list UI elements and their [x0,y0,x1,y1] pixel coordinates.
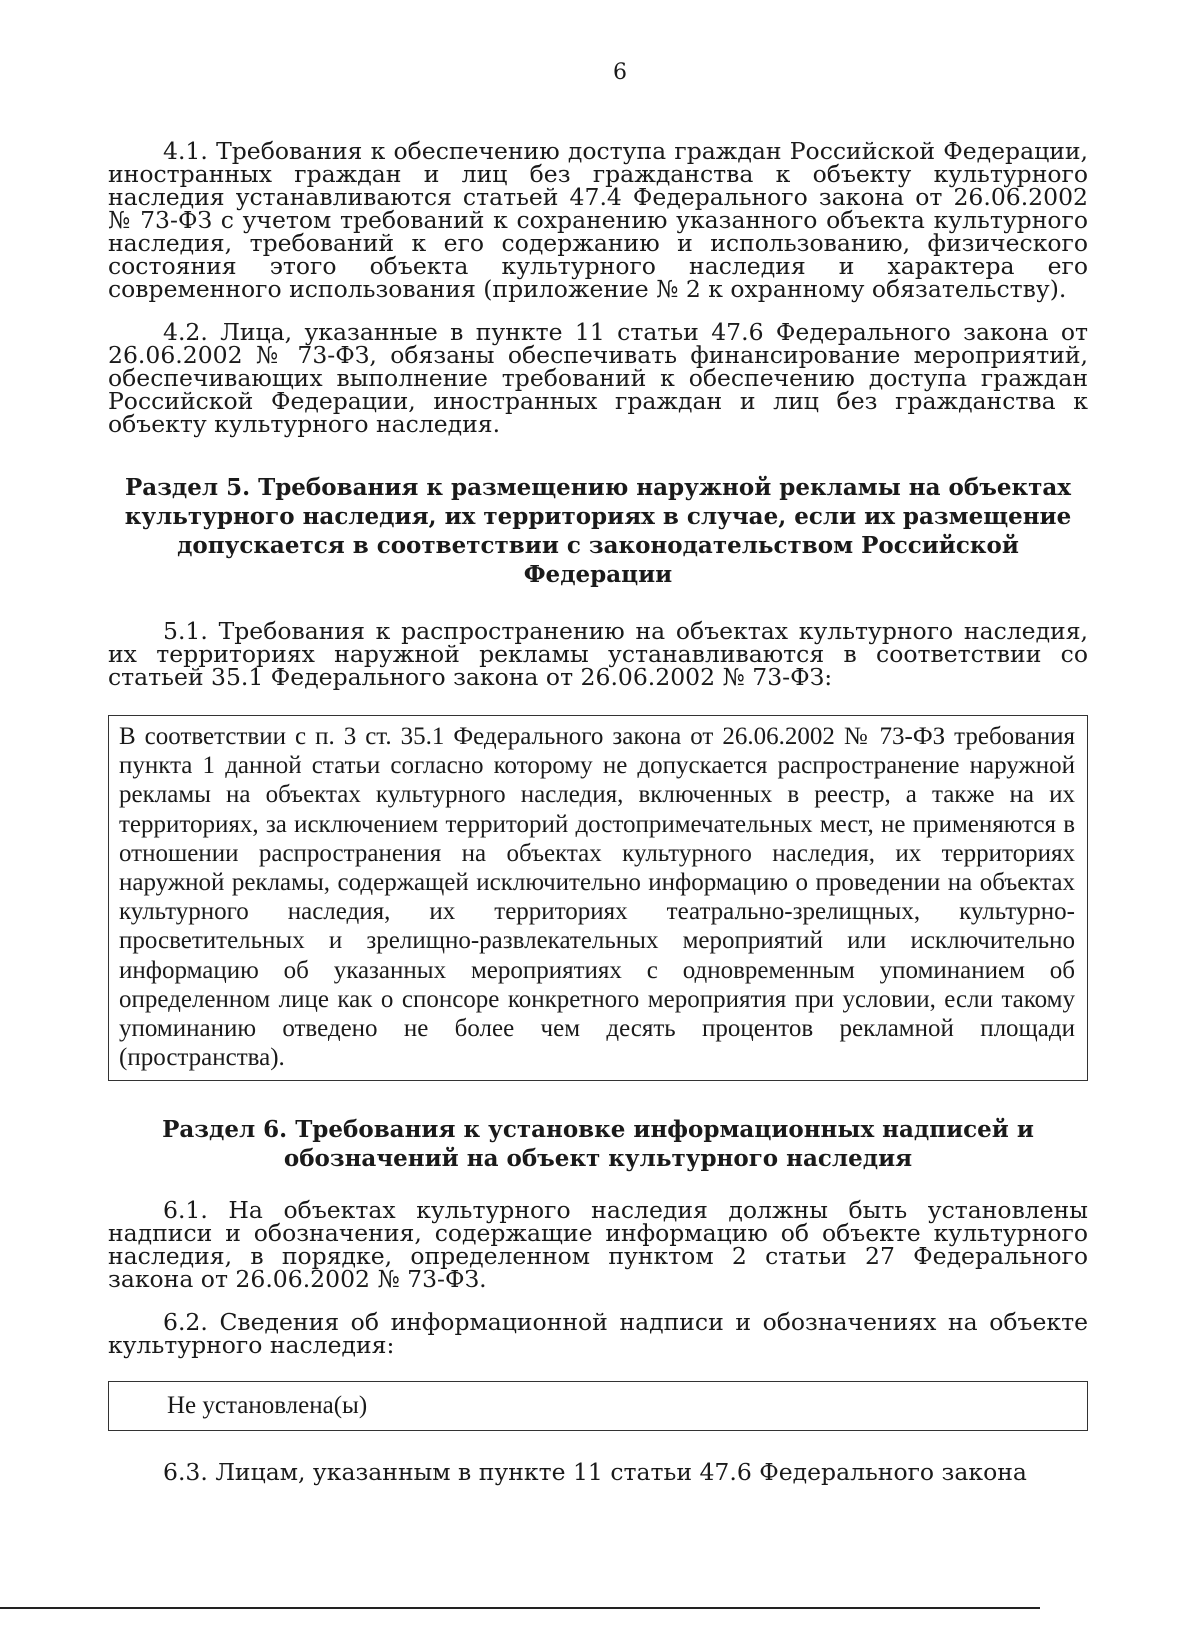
section-5-heading: Раздел 5. Требования к размещению наружной рекламы на объектах культурного наследия, их территориях в случае, если их размещение допускается в соответствии с законодательством Российской Федерации [124,474,1072,588]
inscription-info-box [108,1381,1088,1431]
section-6-heading: Раздел 6. Требования к установке информационных надписей и обозначений на объект культурного наследия [162,1116,1034,1173]
advertising-requirements-text: В соответствии с п. 3 ст. 35.1 Федерального закона от 26.06.2002 № 73-ФЗ требования пункта 1 данной статьи согласно которому не допускается распространение наружной рекламы на объектах культурного наследия, включенных в реестр, а также на их территориях, за исключением территорий достопримечательных мест, не применяются в отношении распространения на объектах культурного наследия, их территориях наружной рекламы, содержащей исключительно информацию о проведении на объектах культурного наследия, их территориях театрально-зрелищных, культурно-просветительных и зрелищно-развлекательных мероприятий или исключительно информацию об указанных мероприятиях с одновременным упоминанием об определенном лице как о спонсоре конкретного мероприятия при условии, если такому упоминанию отведено не более чем десять процентов рекламной площади (пространства). [119,723,1075,1072]
paragraph-4-1: 4.1. Требования к обеспечению доступа граждан Российской Федерации, иностранных граждан и лиц без гражданства к объекту культурного наследия устанавливаются статьей 47.4 Федерального закона от 26.06.2002 № 73-ФЗ с учетом требований к сохранению указанного объекта культурного наследия, требований к его содержанию и использованию, физического состояния этого объекта культурного наследия и характера его современного использования (приложение № 2 к охранному обязательству). [108,137,1088,303]
document-body [108,137,1088,1487]
paragraph-5-1: 5.1. Требования к распространению на объектах культурного наследия, их территориях наружной рекламы устанавливаются в соответствии со статьей 35.1 Федерального закона от 26.06.2002 № 73-ФЗ: [108,617,1088,691]
paragraph-4-2: 4.2. Лица, указанные в пункте 11 статьи 47.6 Федерального закона от 26.06.2002 № 73-ФЗ, обязаны обеспечивать финансирование мероприятий, обеспечивающих выполнение требований к обеспечению доступа граждан Российской Федерации, иностранных граждан и лиц без гражданства к объекту культурного наследия. [108,318,1088,438]
paragraph-6-1: 6.1. На объектах культурного наследия должны быть установлены надписи и обозначения, содержащие информацию об объекте культурного наследия, в порядке, определенном пунктом 2 статьи 27 Федерального закона от 26.06.2002 № 73-ФЗ. [108,1196,1088,1294]
advertising-requirements-box [108,715,1088,1081]
page-number: 6 [613,60,627,85]
paragraph-6-2: 6.2. Сведения об информационной надписи и обозначениях на объекте культурного наследия: [108,1308,1088,1360]
bottom-scan-line [0,1607,1040,1609]
paragraph-6-3: 6.3. Лицам, указанным в пункте 11 статьи 47.6 Федерального закона [163,1458,1027,1487]
inscription-status-text: Не установлена(ы) [167,1392,368,1420]
